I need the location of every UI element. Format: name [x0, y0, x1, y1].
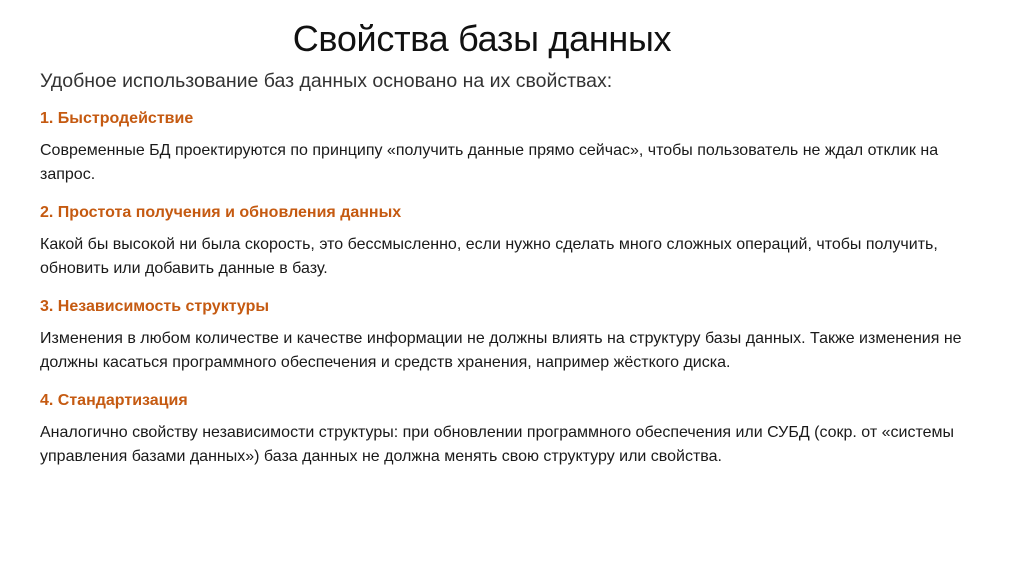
section-body: Изменения в любом количестве и качестве информации не должны влиять на структуру базы данных. Также изменения не должны касаться программного обеспечения и средств хранения, например жёсткого диска. — [40, 330, 962, 371]
property-section-independence — [40, 296, 980, 375]
section-heading: 4. Стандартизация — [40, 392, 188, 409]
section-heading: 2. Простота получения и обновления данных — [40, 204, 402, 221]
section-body: Современные БД проектируются по принципу «получить данные прямо сейчас», чтобы пользователь не ждал отклик на запрос. — [40, 142, 939, 183]
section-heading: 3. Независимость структуры — [40, 298, 270, 315]
section-body: Какой бы высокой ни была скорость, это бессмысленно, если нужно сделать много сложных операций, чтобы получить, обновить или добавить данные в базу. — [40, 236, 938, 277]
section-body: Аналогично свойству независимости структуры: при обновлении программного обеспечения или СУБД (сокр. от «системы управления базами данных») база данных не должна менять свою структуру или свойства. — [40, 424, 955, 465]
property-list — [40, 108, 980, 469]
property-section-standardization — [40, 390, 980, 469]
slide-intro: Удобное использование баз данных основано на их свойствах: — [40, 70, 613, 92]
property-section-speed — [40, 108, 980, 187]
slide-title: Свойства базы данных — [292, 18, 672, 59]
property-section-simplicity — [40, 202, 980, 281]
section-heading: 1. Быстродействие — [40, 110, 194, 127]
